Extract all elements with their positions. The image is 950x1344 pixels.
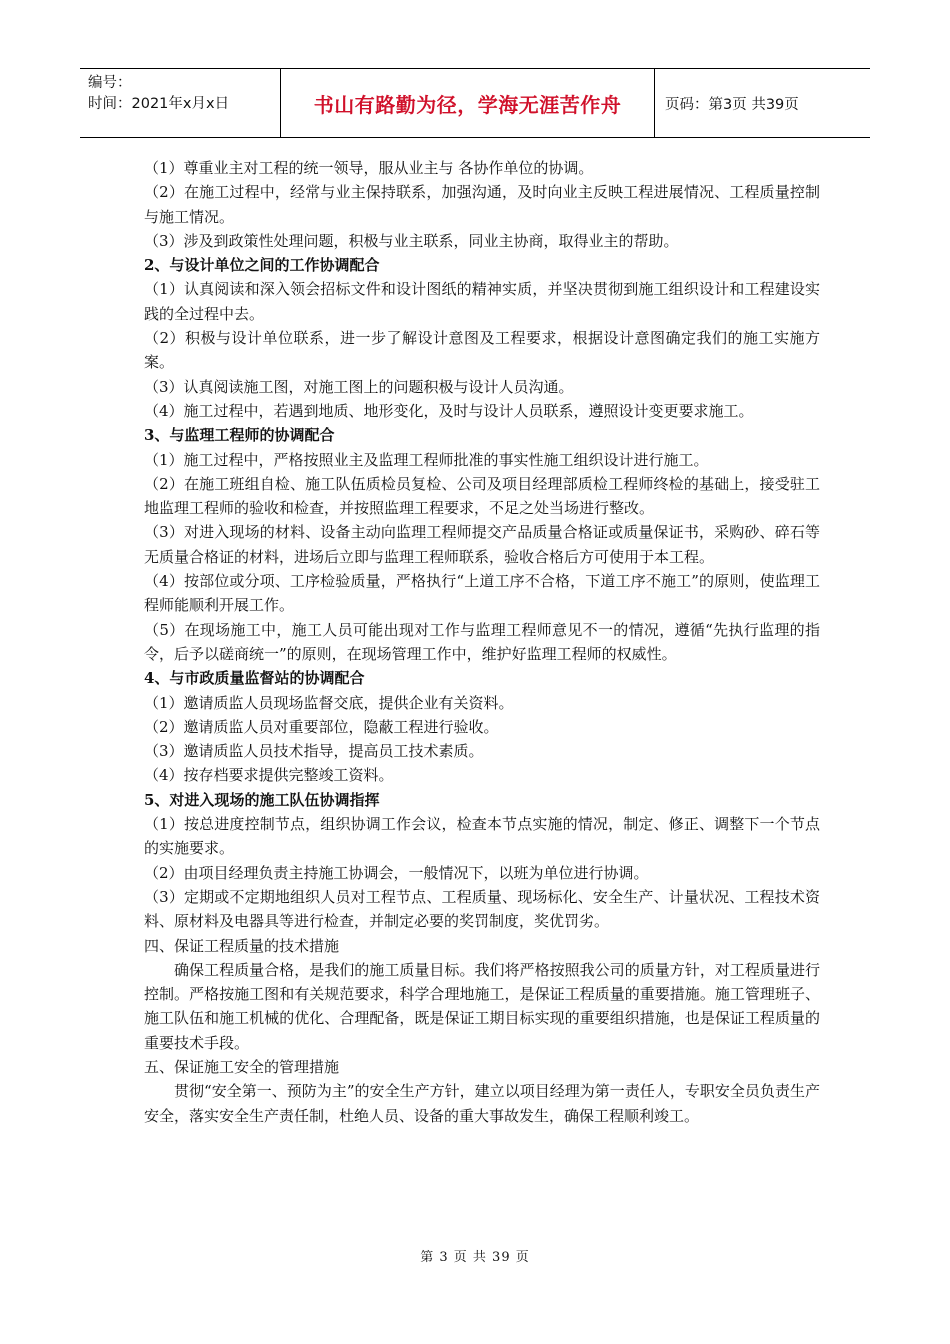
paragraph: （2）邀请质监人员对重要部位，隐蔽工程进行验收。	[144, 717, 499, 736]
code-label: 编号：	[88, 75, 132, 91]
page-info: 页码：第3页 共39页	[665, 96, 799, 113]
paragraph: 贯彻“安全第一、预防为主”的安全生产方针，建立以项目经理为第一责任人，专职安全员负责生产安全，落实安全生产责任制，杜绝人员、设备的重大事故发生，确保工程顺利竣工。	[144, 1082, 820, 1125]
section-heading: 2、与设计单位之间的工作协调配合	[144, 256, 380, 275]
paragraph: （1）认真阅读和深入领会招标文件和设计图纸的精神实质，并坚决贯彻到施工组织设计和工程建设实践的全过程中去。	[144, 280, 820, 323]
paragraph: 五、保证施工安全的管理措施	[144, 1057, 340, 1076]
paragraph: （1）按总进度控制节点，组织协调工作会议，检查本节点实施的情况，制定、修正、调整下一个节点的实施要求。	[144, 815, 820, 858]
paragraph: （4）按部位或分项、工序检验质量，严格执行“上道工序不合格，下道工序不施工”的原则，使监理工程师能顺利开展工作。	[144, 572, 820, 615]
paragraph: （3）对进入现场的材料、设备主动向监理工程师提交产品质量合格证或质量保证书，采购砂、碎石等无质量合格证的材料，进场后立即与监理工程师联系，验收合格后方可使用于本工程。	[144, 523, 820, 566]
paragraph: 四、保证工程质量的技术措施	[144, 936, 340, 955]
page-footer: 第 3 页 共 39 页	[420, 1250, 530, 1265]
header-meta	[80, 69, 281, 137]
motto: 书山有路勤为径，学海无涯苦作舟	[281, 69, 655, 137]
paragraph: （4）施工过程中，若遇到地质、地形变化，及时与设计人员联系，遵照设计变更要求施工。	[144, 401, 754, 420]
paragraph: （3）涉及到政策性处理问题，积极与业主联系，同业主协商，取得业主的帮助。	[144, 231, 679, 250]
paragraph: 确保工程质量合格，是我们的施工质量目标。我们将严格按照我公司的质量方针，对工程质量进行控制。严格按施工图和有关规范要求，科学合理地施工，是保证工程质量的重要措施。施工管理班子、施工队伍和施工机械的优化、合理配备，既是保证工期目标实现的重要组织措施，也是保证工程质量的重要技术手段。	[144, 960, 820, 1052]
section-heading: 4、与市政质量监督站的协调配合	[144, 669, 365, 688]
paragraph: （5）在现场施工中，施工人员可能出现对工作与监理工程师意见不一的情况，遵循“先执行监理的指令，后予以磋商统一”的原则，在现场管理工作中，维护好监理工程师的权威性。	[144, 620, 820, 663]
paragraph: （2）由项目经理负责主持施工协调会，一般情况下，以班为单位进行协调。	[144, 863, 649, 882]
section-heading: 3、与监理工程师的协调配合	[144, 426, 335, 445]
section-heading: 5、对进入现场的施工队伍协调指挥	[144, 790, 380, 809]
paragraph: （3）认真阅读施工图，对施工图上的问题积极与设计人员沟通。	[144, 377, 574, 396]
paragraph: （1）邀请质监人员现场监督交底，提供企业有关资料。	[144, 693, 514, 712]
document-header	[80, 68, 870, 138]
paragraph: （2）积极与设计单位联系，进一步了解设计意图及工程要求，根据设计意图确定我们的施工实施方案。	[144, 329, 820, 372]
paragraph: （2）在施工班组自检、施工队伍质检员复检、公司及项目经理部质检工程师终检的基础上，接受驻工地监理工程师的验收和检查，并按照监理工程要求，不足之处当场进行整改。	[144, 474, 820, 518]
time-label: 时间：2021年x月x日	[88, 96, 230, 112]
paragraph: （4）按存档要求提供完整竣工资料。	[144, 766, 394, 785]
paragraph: （3）定期或不定期地组织人员对工程节点、工程质量、现场标化、安全生产、计量状况、工程技术资料、原材料及电器具等进行检查，并制定必要的奖罚制度，奖优罚劣。	[144, 887, 820, 931]
paragraph: （1）尊重业主对工程的统一领导，服从业主与 各协作单位的协调。	[144, 159, 594, 177]
paragraph: （3）邀请质监人员技术指导，提高员工技术素质。	[144, 742, 484, 761]
document-body	[144, 156, 820, 1128]
paragraph: （1）施工过程中，严格按照业主及监理工程师批准的事实性施工组织设计进行施工。	[144, 450, 709, 469]
paragraph: （2）在施工过程中，经常与业主保持联系，加强沟通，及时向业主反映工程进展情况、工程质量控制与施工情况。	[144, 183, 820, 226]
